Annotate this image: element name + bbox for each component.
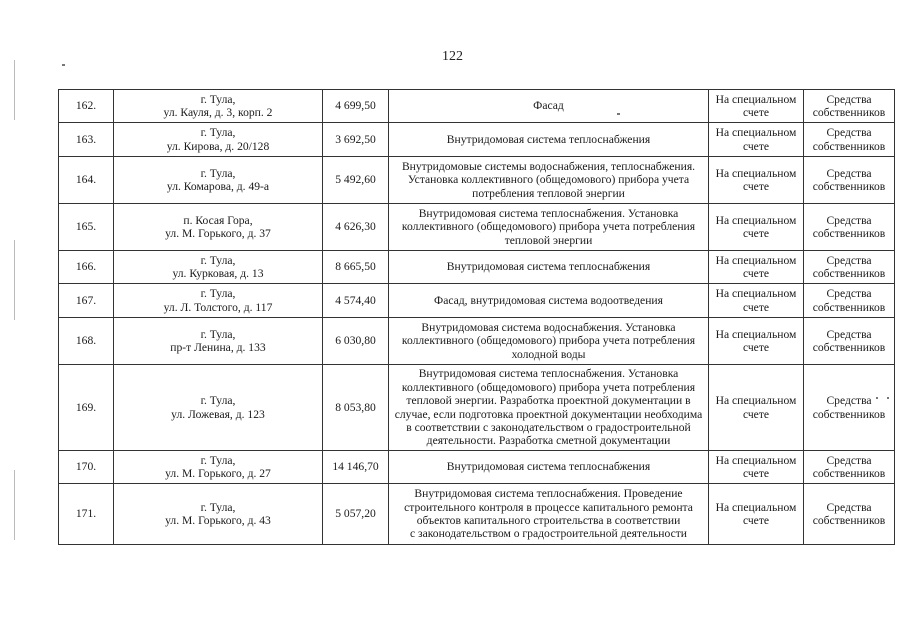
work-line: случае, если подготовка проектной документации необходима [394,407,703,421]
account-line: На специальном [715,327,797,341]
account-type-cell [709,318,804,365]
work-line: коллективного (общедомового) прибора учета потребления [401,220,696,234]
address-line: г. Тула, [200,253,236,267]
funding-line: собственников [812,180,886,193]
funding-source-cell [804,318,895,365]
account-type-cell [709,251,804,284]
work-line: Внутридомовая система теплоснабжения [446,132,651,146]
address-cell [114,365,323,451]
funding-line: собственников [812,139,886,153]
address-cell [114,251,323,284]
address-cell [114,204,323,251]
account-line: счете [742,407,770,421]
register-table [58,89,895,545]
work-line: Внутридомовая система водоснабжения. Установка [421,320,676,334]
work-line: строительного контроля в процессе капитального ремонта [404,500,693,514]
work-type-cell [389,90,709,123]
address-line: п. Косая Гора, [183,213,253,227]
work-line: Установка коллективного (общедомового) прибора учета [407,173,690,187]
funding-source-cell [804,123,895,157]
work-line: потребления тепловой энергии [472,186,625,200]
funding-line: собственников [812,407,886,421]
area-cell: 8 665,50 [323,251,389,284]
work-type-cell [389,365,709,451]
funding-line: Средства [826,166,872,180]
address-line: г. Тула, [200,92,236,106]
address-line: ул. Ложевая, д. 123 [171,407,265,421]
account-line: На специальном [715,253,797,267]
funding-source-cell [804,251,895,284]
account-line: счете [742,467,770,480]
funding-source-cell [804,365,895,451]
account-type-cell [709,204,804,251]
account-line: счете [742,514,770,527]
funding-line: Средства [826,92,872,106]
work-line: Внутридомовая система теплоснабжения [446,260,651,274]
work-type-cell [389,484,709,545]
work-line: Фасад, внутридомовая система водоотведения [434,293,663,307]
account-line: счете [742,300,770,314]
address-cell [114,451,323,484]
scan-speck [62,64,65,66]
address-cell [114,284,323,318]
address-cell [114,123,323,157]
account-line: счете [742,139,770,153]
account-line: На специальном [715,166,797,180]
address-line: ул. Л. Толстого, д. 117 [163,300,273,314]
account-line: счете [742,341,770,354]
account-type-cell [709,90,804,123]
account-line: На специальном [715,213,797,227]
work-line: объектов капитального строительства в соответствии [416,514,681,527]
work-line: с законодательством о градостроительной деятельности [409,527,687,541]
account-line: На специальном [715,394,797,408]
area-cell: 3 692,50 [323,123,389,157]
funding-line: Средства [826,394,872,408]
address-cell [114,484,323,545]
row-number-cell: 164. [59,157,114,204]
funding-source-cell [804,284,895,318]
account-type-cell [709,365,804,451]
table-row [59,318,895,365]
area-cell: 8 053,80 [323,365,389,451]
funding-source-cell [804,157,895,204]
area-cell: 14 146,70 [323,451,389,484]
scan-edge-line [14,470,15,540]
row-number-cell: 165. [59,204,114,251]
table-row [59,284,895,318]
work-type-cell [389,123,709,157]
funding-source-cell [804,484,895,545]
area-cell: 4 626,30 [323,204,389,251]
scan-edge-line [14,240,15,320]
area-cell: 5 492,60 [323,157,389,204]
address-line: г. Тула, [200,166,236,180]
account-line: счете [742,227,770,240]
address-line: пр-т Ленина, д. 133 [170,341,266,354]
funding-line: собственников [812,227,886,240]
address-line: ул. М. Горького, д. 37 [165,227,271,240]
work-line: Внутридомовая система теплоснабжения [446,460,651,474]
address-line: ул. Курковая, д. 13 [172,267,264,280]
work-line: Внутридомовая система теплоснабжения. Установка [418,367,679,381]
row-number-cell: 163. [59,123,114,157]
address-cell [114,90,323,123]
funding-line: Средства [826,126,872,140]
funding-line: собственников [812,267,886,280]
table-row [59,157,895,204]
work-line: коллективного (общедомового) прибора учета потребления [401,334,696,348]
area-cell: 6 030,80 [323,318,389,365]
funding-line: Средства [826,287,872,301]
work-line: Внутридомовая система теплоснабжения. Проведение [414,487,683,501]
work-line: деятельности. Разработка сметной документации [426,434,671,448]
account-line: счете [742,106,770,119]
funding-line: собственников [812,341,886,354]
row-number-cell: 168. [59,318,114,365]
account-type-cell [709,451,804,484]
address-line: ул. Кирова, д. 20/128 [166,139,270,153]
work-type-cell [389,284,709,318]
area-cell: 4 574,40 [323,284,389,318]
address-line: г. Тула, [200,453,236,467]
account-line: На специальном [715,126,797,140]
work-type-cell [389,251,709,284]
row-number-cell: 169. [59,365,114,451]
account-line: На специальном [715,287,797,301]
table-row [59,365,895,451]
table-row [59,90,895,123]
address-cell [114,318,323,365]
work-line: коллективного (общедомового) прибора учета потребления [401,380,696,394]
table-row [59,451,895,484]
account-type-cell [709,484,804,545]
address-line: ул. М. Горького, д. 43 [165,514,271,527]
account-line: счете [742,180,770,193]
funding-line: собственников [812,467,886,480]
area-cell: 5 057,20 [323,484,389,545]
address-line: ул. М. Горького, д. 27 [165,467,271,480]
row-number-cell: 170. [59,451,114,484]
page-number: 122 [442,49,463,64]
work-line: Внутридомовая система теплоснабжения. Установка [418,206,679,220]
table-row [59,123,895,157]
work-type-cell [389,318,709,365]
row-number-cell: 162. [59,90,114,123]
funding-line: собственников [812,300,886,314]
funding-line: Средства [826,327,872,341]
address-line: г. Тула, [200,287,236,301]
account-type-cell [709,123,804,157]
row-number-cell: 167. [59,284,114,318]
table-row [59,251,895,284]
account-line: На специальном [715,453,797,467]
work-line: Фасад [533,99,564,113]
table-row [59,204,895,251]
work-line: тепловой энергии. Разработка проектной документации в [406,394,691,408]
funding-line: Средства [826,453,872,467]
address-line: г. Тула, [200,126,236,140]
work-line: холодной воды [511,347,586,361]
funding-line: собственников [812,106,886,119]
work-line: тепловой энергии [504,233,593,247]
address-line: г. Тула, [200,394,236,408]
address-line: г. Тула, [200,500,236,514]
row-number-cell: 171. [59,484,114,545]
account-type-cell [709,284,804,318]
account-line: счете [742,267,770,280]
work-type-cell [389,204,709,251]
account-line: На специальном [715,500,797,514]
address-line: г. Тула, [200,327,236,341]
funding-line: Средства [826,253,872,267]
funding-line: Средства [826,500,872,514]
funding-source-cell [804,204,895,251]
address-line: ул. Комарова, д. 49-а [166,180,270,193]
address-line: ул. Кауля, д. 3, корп. 2 [163,106,273,119]
funding-line: собственников [812,514,886,527]
account-line: На специальном [715,92,797,106]
funding-line: Средства [826,213,872,227]
table-row [59,484,895,545]
scan-edge-line [14,60,15,120]
account-type-cell [709,157,804,204]
address-cell [114,157,323,204]
area-cell: 4 699,50 [323,90,389,123]
funding-source-cell [804,90,895,123]
work-type-cell [389,451,709,484]
work-line: Внутридомовые системы водоснабжения, теплоснабжения. [401,159,696,173]
work-type-cell [389,157,709,204]
row-number-cell: 166. [59,251,114,284]
register-table-body [59,90,895,545]
funding-source-cell [804,451,895,484]
work-line: в соответствии с законодательством о градостроительной [406,420,691,434]
